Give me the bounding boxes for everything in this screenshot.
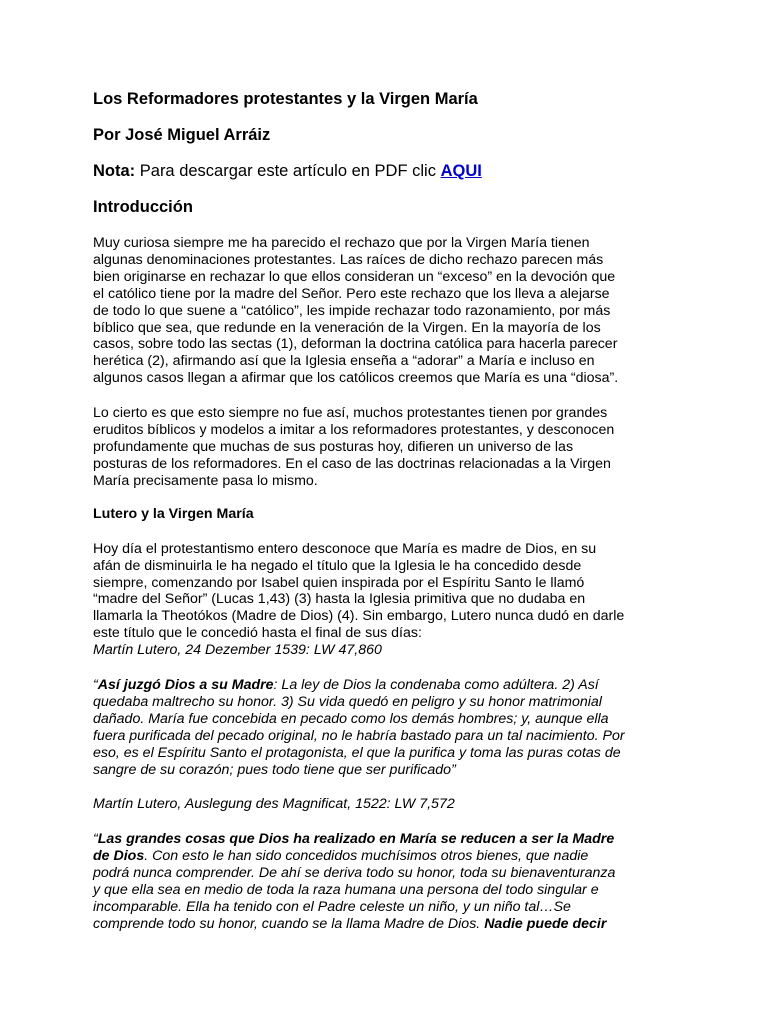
quote-2-emphasis: Las grandes cosas que Dios ha realizado en María se reducen a ser la Madre (97, 831, 615, 848)
quote-1-emphasis: Así juzgó Dios a su Madre (97, 677, 274, 694)
article-body (93, 89, 693, 933)
quote-lutero-2: “Las grandes cosas que Dios ha realizado en María se reducen a ser la Madre de Dios. Con esto le han sido concedidos muchísimos otros bienes, que nadie podrá nunca comprender. De ahí se deriva todo su honor, toda su bienaventuranza y que ella sea en medio de toda la raza humana una persona del todo singular e incomparable. Ella ha tenido con el Padre celeste un niño, y un niño tal…Se comprende todo su honor, cuando se la llama Madre de Dios. Nadie puede decir (93, 831, 616, 932)
citation-lutero-1539: Martín Lutero, 24 Dezember 1539: LW 47,860 (93, 642, 382, 659)
section-heading-introduccion: Introducción (93, 198, 193, 216)
intro-paragraph-2: Lo cierto es que esto siempre no fue así, muchos protestantes tienen por grandes eruditos bíblicos y modelos a imitar a los reformadores protestantes, y desconocen profundamente que muchas de sus posturas hoy, difieren un universo de las posturas de los reformadores. En el caso de las doctrinas relacionadas a la Virgen María precisamente pasa lo mismo. (93, 405, 615, 489)
section-heading-lutero: Lutero y la Virgen María (93, 505, 254, 522)
download-note (93, 161, 693, 181)
lutero-paragraph-1: Hoy día el protestantismo entero desconoce que María es madre de Dios, en su afán de disminuirla le ha negado el título que la Iglesia le ha concedido desde siempre, comenzando por Isabel quien inspirada por el Espíritu Santo le llamó “madre del Señor” (Lucas 1,43) (3) hasta la Iglesia primitiva que no dudaba en llamarla la Theotókos (Madre de Dios) (4). Sin embargo, Lutero nunca dudó en darle este título que le concedió hasta el final de sus días: Martín Lutero, 24 Dezember 1539: LW 47,860 (93, 541, 693, 659)
note-text: Para descargar este artículo en PDF clic (135, 162, 441, 180)
intro-paragraph-1: Muy curiosa siempre me ha parecido el rechazo que por la Virgen María tienen algunas denominaciones protestantes. Las raíces de dicho rechazo parecen más bien originarse en rechazar lo que ellos consideran un “exceso” en la devoción que el católico tiene por la madre del Señor. Pero este rechazo que los lleva a alejarse de todo lo que suene a “católico”, les impide rechazar todo razonamiento, por más bíblico que sea, que redunde en la veneración de la Virgen. En la mayoría de los casos, sobre todo las sectas (1), deforman la doctrina católica para hacerla parecer herética (2), afirmando así que la Iglesia enseña a “adorar” a María e incluso en algunos casos llegan a afirmar que los católicos creemos que María es una “diosa”. (93, 235, 619, 387)
citation-lutero-1522: Martín Lutero, Auslegung des Magnificat, 1522: LW 7,572 (93, 796, 455, 813)
pdf-download-link[interactable]: AQUI (440, 162, 482, 180)
quote-lutero-1: “Así juzgó Dios a su Madre: La ley de Dios la condenaba como adúltera. 2) Así quedaba maltrecho su honor. 3) Su vida quedó en peligro y su honor matrimonial dañado. María fue concebida en pecado como los demás hombres; y, aunque ella fuera purificada del pecado original, no le habría bastado para un tal nacimiento. Por eso, es el Espíritu Santo el protagonista, el que la purifica y toma las puras cotas de sangre de su corazón; pues todo tiene que ser purificado” (93, 677, 625, 778)
note-label: Nota: (93, 162, 136, 180)
article-author: Por José Miguel Arráiz (93, 126, 271, 144)
article-title: Los Reformadores protestantes y la Virgen María (93, 90, 478, 108)
